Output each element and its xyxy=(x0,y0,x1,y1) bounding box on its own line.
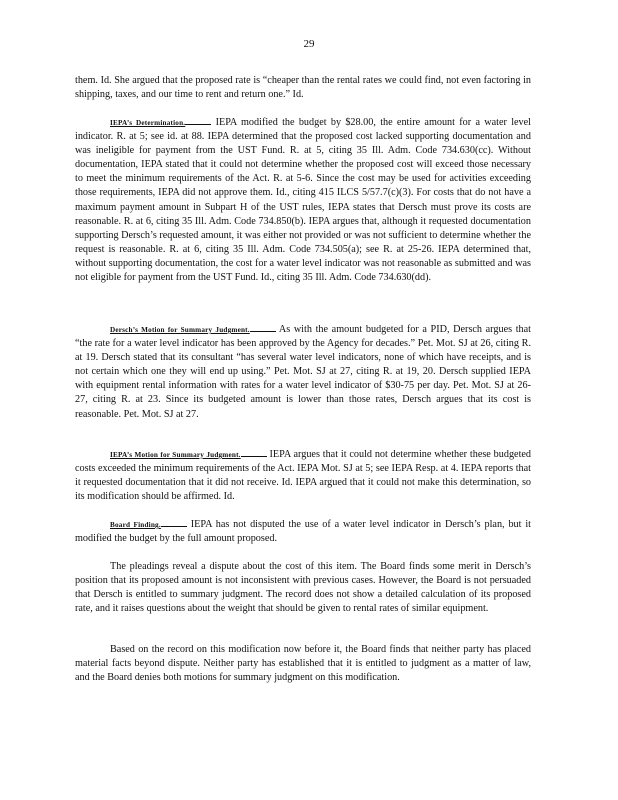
page-number: 29 xyxy=(303,38,315,50)
heading-underline xyxy=(185,116,211,125)
section-heading: Dersch’s Motion for Summary Judgment. xyxy=(110,326,250,334)
paragraph-pleadings xyxy=(75,560,531,616)
heading-underline xyxy=(250,323,276,332)
paragraph-text: The pleadings reveal a dispute about the cost of this item. The Board finds some merit in Dersch’s position that its proposed amount is not inconsistent with previous cases. However, the Board is not persuaded that Dersch is entitled to summary judgment. The record does not show a detailed calculation of its proposed rate, and it raises questions about the weight that should be given to rental rates of similar equipment. xyxy=(75,561,531,615)
section-heading: Board Finding. xyxy=(110,521,161,529)
paragraph-dersch-motion xyxy=(75,323,531,422)
paragraph-text: IEPA has not disputed the use of a water level indicator in Dersch’s plan, but it modified the budget by the full amount proposed. xyxy=(75,519,531,545)
paragraph-text: IEPA modified the budget by $28.00, the entire amount for a water level indicator. R. at 5; see id. at 88. IEPA determined that the proposed cost lacked supporting documentation and was ineligible for payment from the UST Fund. R. at 5, citing 35 Ill. Adm. Code 734.630(cc). Without documentation, IEPA stated that it could not determine whether the proposed cost will exceed those necessary to meet the minimum requirements of the Act. R. at 5-6. Since the cost may be used for activities exceeding those requirements, IEPA did not approve them. Id., citing 415 ILCS 5/57.7(c)(3). For costs that do not have a maximum payment amount in Subpart H of the UST rules, IEPA states that Dersch must prove its costs are reasonable. R. at 6, citing 35 Ill. Adm. Code 734.850(b). IEPA argues that, although it requested documentation supporting Dersch’s requested amount, it was either not provided or was not sufficient to determine whether the request is reasonable. R. at 6, citing 35 Ill. Adm. Code 734.505(a); see R. at 25-26. IEPA determined that, without supporting documentation, the cost for a water level indicator was not reasonable as submitted and was not eligible for payment from the UST Fund. Id., citing 35 Ill. Adm. Code 734.630(dd). xyxy=(75,117,531,284)
heading-underline xyxy=(161,518,187,527)
paragraph-text: them. Id. She argued that the proposed rate is “cheaper than the rental rates we could find, not even factoring in shipping, taxes, and our time to rent and return one.” Id. xyxy=(75,75,531,101)
section-heading: IEPA’s Determination. xyxy=(110,119,186,127)
paragraph-iepa-motion xyxy=(75,448,531,504)
heading-underline xyxy=(241,448,267,457)
paragraph-text: As with the amount budgeted for a PID, Dersch argues that “the rate for a water level indicator has been approved by the Agency for decades.” Pet. Mot. SJ at 26, citing R. at 19. Dersch stated that its consultant “has several water level indicators, none of which have receipts, and is not certain which one they will end up using.” Pet. Mot. SJ at 27, citing R. at 19, 20. Dersch supplied IEPA with equipment rental information with rates for a water level indicator of $30-75 per day. Pet. Mot. SJ at 26-27, citing R. at 23. Since its budgeted amount is lower than those rates, Dersch argues that its cost is reasonable. Pet. Mot. SJ at 27. xyxy=(75,324,531,420)
section-heading: IEPA’s Motion for Summary Judgment. xyxy=(110,451,241,459)
paragraph-intro-continuation xyxy=(75,74,531,102)
paragraph-text: Based on the record on this modification now before it, the Board finds that neither party has placed material facts beyond dispute. Neither party has established that it is entitled to judgment as a matter of law, and the Board denies both motions for summary judgment on this modification. xyxy=(75,644,531,684)
paragraph-conclusion xyxy=(75,643,531,685)
paragraph-board-finding xyxy=(75,518,531,546)
paragraph-text: IEPA argues that it could not determine whether these budgeted costs exceeded the minimum requirements of the Act. IEPA Mot. SJ at 5; see IEPA Resp. at 4. IEPA reports that it requested documentation that it did not receive. Id. IEPA argued that it could not make this determination, so its modification should be affirmed. Id. xyxy=(75,449,532,503)
paragraph-iepa-determination xyxy=(75,116,531,285)
